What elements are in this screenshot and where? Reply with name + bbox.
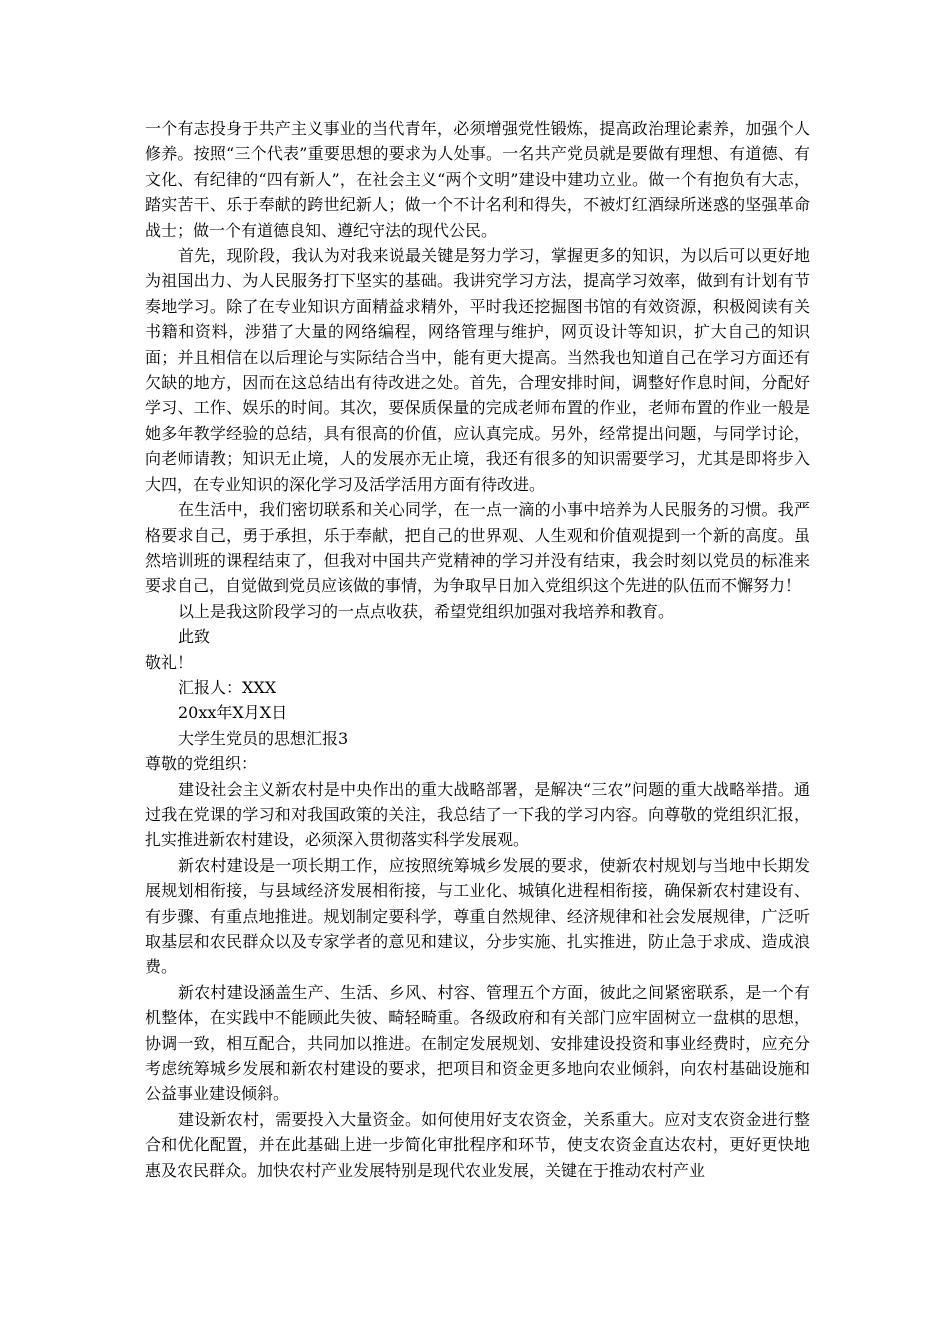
section-title: 大学生党员的思想汇报3	[178, 728, 349, 748]
date-line: 20xx年X月X日	[178, 703, 288, 723]
paragraph: 一个有志投身于共产主义事业的当代青年，必须增强党性锻炼，提高政治理论素养，加强个人修养。按照“三个代表”重要思想的要求为人处事。一名共产党员就是要做有理想、有道德、有文化、有纪律的“四有新人”，在社会主义“两个文明”建设中建功立业。做一个有抱负有大志，踏实苦干、乐于奉献的跨世纪新人；做一个不计名利和得失，不被灯红酒绿所迷惑的坚强革命战士；做一个有道德良知、遵纪守法的现代公民。	[145, 119, 810, 240]
document-body	[145, 116, 810, 1183]
closing-line: 此致	[178, 627, 211, 647]
paragraph: 新农村建设涵盖生产、生活、乡风、村容、管理五个方面，彼此之间紧密联系，是一个有机整体，在实践中不能顾此失彼、畸轻畸重。各级政府和有关部门应牢固树立一盘棋的思想，协调一致，相互配合，共同加以推进。在制定发展规划、安排建设投资和事业经费时，应充分考虑统筹城乡发展和新农村建设的要求，把项目和资金更多地向农业倾斜，向农村基础设施和公益事业建设倾斜。	[145, 982, 810, 1104]
salutation: 敬礼！	[145, 652, 194, 672]
paragraph: 首先，现阶段，我认为对我来说最关键是努力学习，掌握更多的知识，为以后可以更好地为祖国出力、为人民服务打下坚实的基础。我讲究学习方法，提高学习效率，做到有计划有节奏地学习。除了在专业知识方面精益求精外，平时我还挖掘图书馆的有效资源，积极阅读有关书籍和资料，涉猎了大量的网络编程，网络管理与维护，网页设计等知识，扩大自己的知识面；并且相信在以后理论与实际结合当中，能有更大提高。当然我也知道自己在学习方面还有欠缺的地方，因而在这总结出有待改进之处。首先，合理安排时间，调整好作息时间，分配好学习、工作、娱乐的时间。其次，要保质保量的完成老师布置的作业，老师布置的作业一般是她多年教学经验的总结，具有很高的价值，应认真完成。另外，经常提出问题，与同学讨论，向老师请教；知识无止境，人的发展亦无止境，我还有很多的知识需要学习，尤其是即将步入大四，在专业知识的深化学习及活学活用方面有待改进。	[145, 246, 810, 494]
paragraph: 以上是我这阶段学习的一点点收获，希望党组织加强对我培养和教育。	[178, 601, 675, 621]
greeting: 尊敬的党组织：	[145, 754, 258, 774]
paragraph: 建设社会主义新农村是中央作出的重大战略部署，是解决“三农”问题的重大战略举措。通过我在党课的学习和对我国政策的关注，我总结了一下我的学习内容。向尊敬的党组织汇报，扎实推进新农村建设，必须深入贯彻落实科学发展观。	[145, 779, 810, 850]
paragraph: 在生活中，我们密切联系和关心同学，在一点一滴的小事中培养为人民服务的习惯。我严格要求自己，勇于承担，乐于奉献，把自己的世界观、人生观和价值观提到一个新的高度。虽然培训班的课程结束了，但我对中国共产党精神的学习并没有结束，我会时刻以党员的标准来要求自己，自觉做到党员应该做的事情，为争取早日加入党组织这个先进的队伍而不懈努力！	[145, 500, 810, 596]
paragraph: 新农村建设是一项长期工作，应按照统筹城乡发展的要求，使新农村规划与当地中长期发展规划相衔接，与县域经济发展相衔接，与工业化、城镇化进程相衔接，确保新农村建设有、有步骤、有重点地推进。规划制定要科学，尊重自然规律、经济规律和社会发展规律，广泛听取基层和农民群众以及专家学者的意见和建议，分步实施、扎实推进，防止急于求成、造成浪费。	[145, 855, 810, 977]
paragraph: 建设新农村，需要投入大量资金。如何使用好支农资金，关系重大。应对支农资金进行整合和优化配置，并在此基础上进一步简化审批程序和环节，使支农资金直达农村，更好更快地惠及农民群众。加快农村产业发展特别是现代农业发展，关键在于推动农村产业	[145, 1109, 810, 1180]
reporter-line: 汇报人：XXX	[178, 677, 277, 697]
